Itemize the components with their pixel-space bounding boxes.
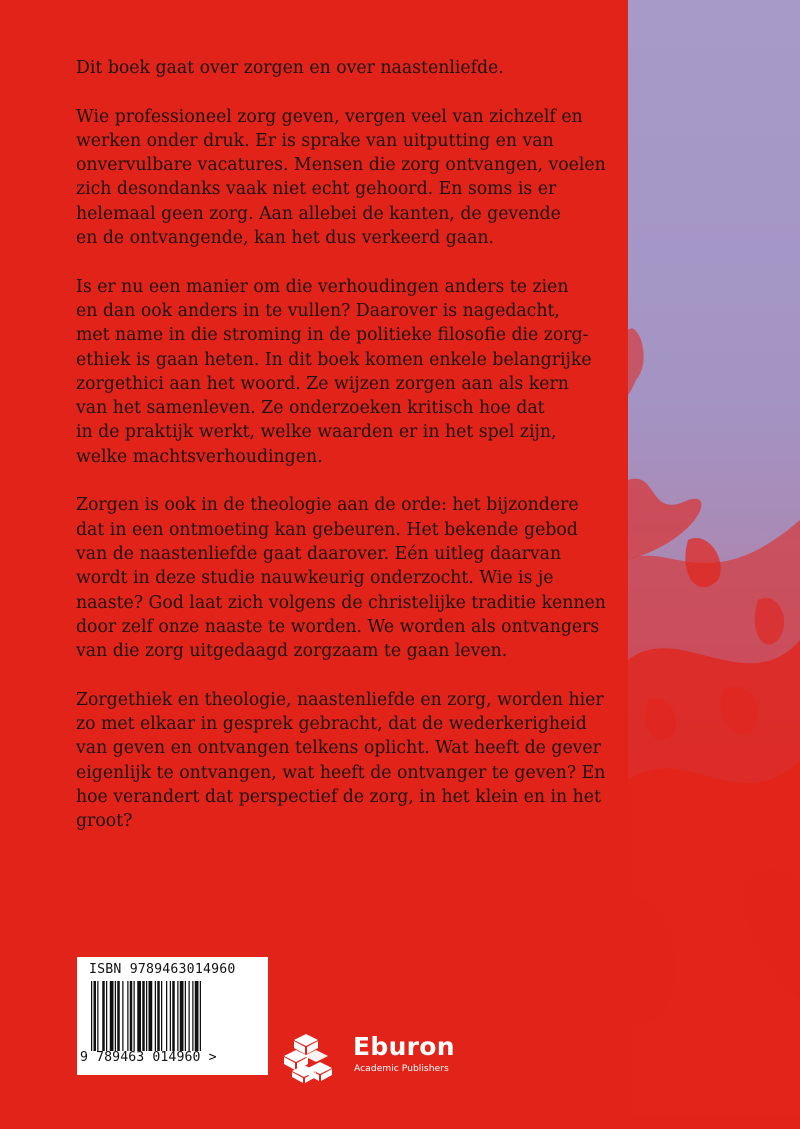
blurb-paragraph-5: Zorgethiek en theologie, naastenliefde en zorg, worden hier zo met elkaar in gesprek gebracht, dat de wederkerigheid van geven en ontvangen telkens oplicht. Wat heeft de gever eigenlijk te ontvangen, wat heeft de ontvanger te geven? En hoe verandert dat perspectief de zorg, in het klein en in het groot?	[76, 689, 606, 832]
isbn-barcode	[77, 957, 268, 1075]
blurb-paragraph-4: Zorgen is ook in de theologie aan de orde: het bijzondere dat in een ontmoeting kan gebeuren. Het bekende gebod van de naastenliefde gaat daarover. Eén uitleg daarvan wordt in deze studie nauwkeurig onderzocht. Wie is je naaste? God laat zich volgens de christelijke traditie kennen door zelf onze naaste te worden. We worden als ontvangers van die zorg uitgedaagd zorgzaam te gaan leven.	[76, 495, 606, 662]
blurb-paragraph-3: Is er nu een manier om die verhoudingen anders te zien en dan ook anders in te vullen? Daarover is nagedacht, met name in die stroming in de politieke filosofie die zorg- ethiek is gaan heten. In dit boek komen enkele belangrijke zorgethici aan het woord. Ze wijzen zorgen aan als kern van het samenleven. Ze onderzoeken kritisch hoe dat in de praktijk werkt, welke waarden er in het spel zijn, welke machtsverhoudingen.	[76, 276, 592, 467]
publisher-name: Eburon	[353, 1032, 455, 1061]
decorative-painted-strip	[628, 0, 800, 1129]
publisher-subtitle: Academic Publishers	[354, 1063, 449, 1074]
isbn-digits: 9 789463 014960 >	[80, 1050, 217, 1065]
barcode-bars	[91, 981, 254, 1051]
blurb-paragraph-2: Wie professioneel zorg geven, vergen veel van zichzelf en werken onder druk. Er is sprake van uitputting en van onvervulbare vacatures. Mensen die zorg ontvangen, voelen zich desondanks vaak niet echt gehoord. En soms is er helemaal geen zorg. Aan allebei de kanten, de gevende en de ontvangende, kan het dus verkeerd gaan.	[76, 106, 606, 249]
isbn-label: ISBN 9789463014960	[89, 962, 236, 977]
blurb-text	[76, 56, 621, 858]
blurb-paragraph-1: Dit boek gaat over zorgen en over naastenliefde.	[76, 58, 504, 78]
stacked-cubes-logo-icon	[282, 1032, 352, 1084]
